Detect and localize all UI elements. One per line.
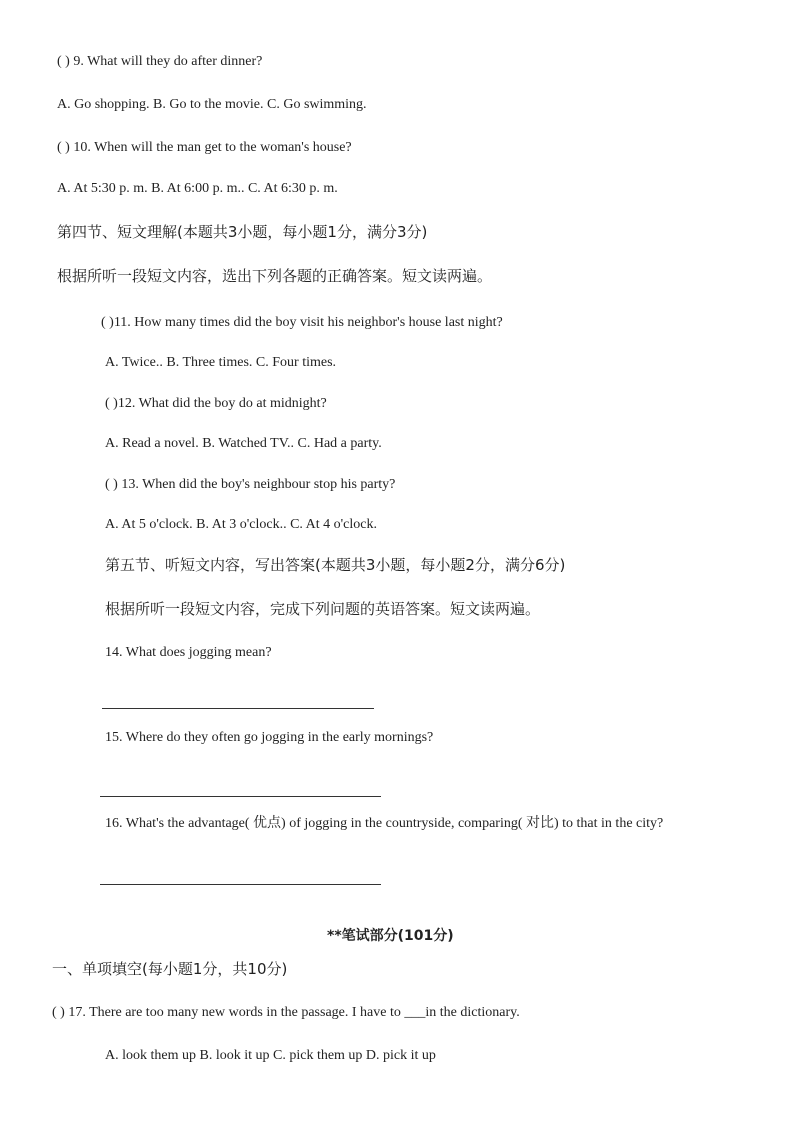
q10-question: ( ) 10. When will the man get to the woman's house? [57,140,352,155]
q9-question: ( ) 9. What will they do after dinner? [57,54,263,69]
q16-answer-line [100,884,381,885]
q12-options: A. Read a novel. B. Watched TV.. C. Had a party. [105,436,382,451]
q11-question: ( )11. How many times did the boy visit his neighbor's house last night? [101,315,503,330]
section4-heading: 第四节、短文理解(本题共3小题，每小题1分，满分3分) [57,223,428,241]
q12-question: ( )12. What did the boy do at midnight? [105,396,327,411]
q14-answer-line [102,708,374,709]
q17-question: ( ) 17. There are too many new words in the passage. I have to ___in the dictionary. [52,1005,520,1020]
q10-options: A. At 5:30 p. m. B. At 6:00 p. m.. C. At 6:30 p. m. [57,181,338,196]
q11-options: A. Twice.. B. Three times. C. Four times. [105,355,337,370]
q14-question: 14. What does jogging mean? [105,645,272,660]
written-section1-heading: 一、单项填空(每小题1分，共10分) [52,960,288,978]
q9-options: A. Go shopping. B. Go to the movie. C. Go swimming. [57,97,367,112]
section5-heading: 第五节、听短文内容，写出答案(本题共3小题，每小题2分，满分6分) [105,556,566,574]
section4-instruction: 根据所听一段短文内容，选出下列各题的正确答案。短文读两遍。 [57,267,493,285]
q13-question: ( ) 13. When did the boy's neighbour stop his party? [105,477,396,492]
q15-question: 15. Where do they often go jogging in the early mornings? [105,730,434,745]
q17-options: A. look them up B. look it up C. pick them up D. pick it up [105,1048,436,1063]
q13-options: A. At 5 o'clock. B. At 3 o'clock.. C. At 4 o'clock. [105,517,377,532]
section5-instruction: 根据所听一段短文内容，完成下列问题的英语答案。短文读两遍。 [105,600,541,618]
written-part-title: **笔试部分(101分) [327,928,454,944]
q16-question: 16. What's the advantage( 优点) of jogging in the countryside, comparing( 对比) to that in the city? [105,816,664,831]
q15-answer-line [100,796,381,797]
